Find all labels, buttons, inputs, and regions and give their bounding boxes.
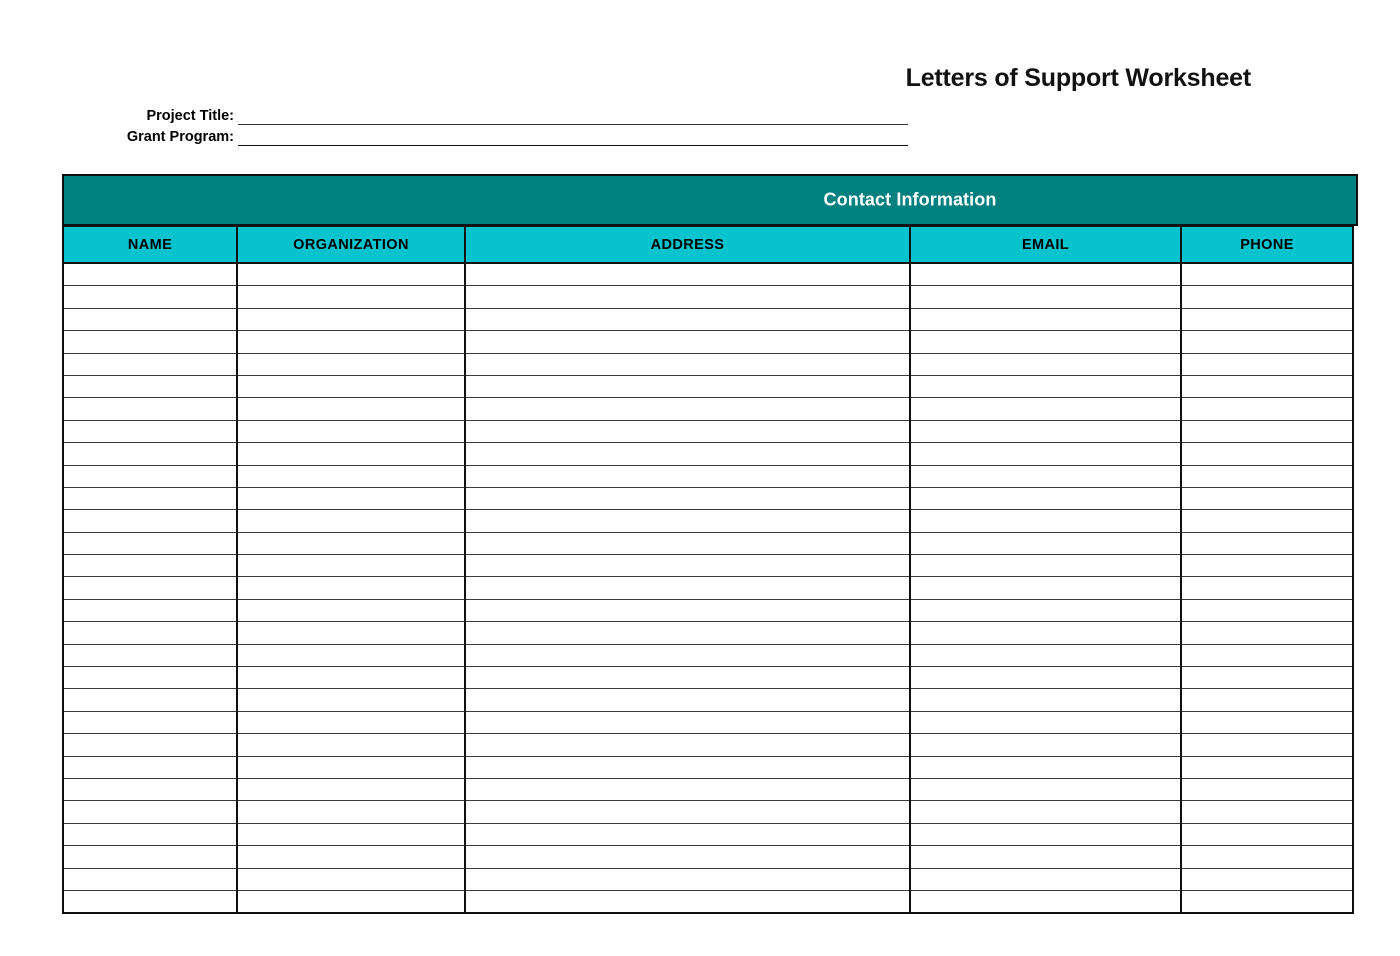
cell-email[interactable] bbox=[910, 868, 1181, 890]
cell-phone[interactable] bbox=[1181, 711, 1353, 733]
column-header-email[interactable]: EMAIL bbox=[910, 226, 1181, 263]
cell-phone[interactable] bbox=[1181, 644, 1353, 666]
cell-address[interactable] bbox=[465, 465, 910, 487]
cell-phone[interactable] bbox=[1181, 353, 1353, 375]
cell-organization[interactable] bbox=[237, 734, 465, 756]
cell-email[interactable] bbox=[910, 286, 1181, 308]
cell-email[interactable] bbox=[910, 398, 1181, 420]
cell-phone[interactable] bbox=[1181, 555, 1353, 577]
table-row bbox=[63, 263, 1353, 286]
cell-phone[interactable] bbox=[1181, 778, 1353, 800]
cell-email[interactable] bbox=[910, 510, 1181, 532]
cell-phone[interactable] bbox=[1181, 823, 1353, 845]
cell-name[interactable] bbox=[63, 353, 237, 375]
cell-email[interactable] bbox=[910, 756, 1181, 778]
table-row bbox=[63, 689, 1353, 711]
cell-address[interactable] bbox=[465, 778, 910, 800]
cell-phone[interactable] bbox=[1181, 510, 1353, 532]
cell-organization[interactable] bbox=[237, 577, 465, 599]
cell-email[interactable] bbox=[910, 846, 1181, 868]
cell-address[interactable] bbox=[465, 577, 910, 599]
cell-name[interactable] bbox=[63, 756, 237, 778]
cell-email[interactable] bbox=[910, 420, 1181, 442]
cell-phone[interactable] bbox=[1181, 868, 1353, 890]
cell-email[interactable] bbox=[910, 331, 1181, 353]
table-row bbox=[63, 846, 1353, 868]
cell-address[interactable] bbox=[465, 599, 910, 621]
cell-email[interactable] bbox=[910, 577, 1181, 599]
cell-name[interactable] bbox=[63, 689, 237, 711]
cell-phone[interactable] bbox=[1181, 667, 1353, 689]
cell-address[interactable] bbox=[465, 510, 910, 532]
cell-name[interactable] bbox=[63, 555, 237, 577]
worksheet-body bbox=[63, 263, 1353, 913]
cell-email[interactable] bbox=[910, 734, 1181, 756]
cell-address[interactable] bbox=[465, 375, 910, 397]
table-row bbox=[63, 711, 1353, 733]
table-band-title: Contact Information bbox=[823, 189, 997, 210]
cell-organization[interactable] bbox=[237, 622, 465, 644]
cell-organization[interactable] bbox=[237, 846, 465, 868]
table-row bbox=[63, 599, 1353, 621]
table-row bbox=[63, 778, 1353, 800]
cell-phone[interactable] bbox=[1181, 487, 1353, 509]
cell-phone[interactable] bbox=[1181, 599, 1353, 621]
cell-phone[interactable] bbox=[1181, 890, 1353, 913]
cell-email[interactable] bbox=[910, 778, 1181, 800]
cell-email[interactable] bbox=[910, 801, 1181, 823]
grant-program-label: Grant Program: bbox=[126, 129, 234, 145]
table-row bbox=[63, 353, 1353, 375]
cell-address[interactable] bbox=[465, 846, 910, 868]
cell-phone[interactable] bbox=[1181, 331, 1353, 353]
cell-address[interactable] bbox=[465, 532, 910, 554]
table-row bbox=[63, 443, 1353, 465]
column-header-name[interactable]: NAME bbox=[63, 226, 237, 263]
cell-email[interactable] bbox=[910, 532, 1181, 554]
cell-phone[interactable] bbox=[1181, 846, 1353, 868]
cell-address[interactable] bbox=[465, 622, 910, 644]
cell-organization[interactable] bbox=[237, 487, 465, 509]
cell-email[interactable] bbox=[910, 711, 1181, 733]
cell-address[interactable] bbox=[465, 890, 910, 913]
cell-organization[interactable] bbox=[237, 801, 465, 823]
cell-organization[interactable] bbox=[237, 398, 465, 420]
cell-phone[interactable] bbox=[1181, 443, 1353, 465]
cell-phone[interactable] bbox=[1181, 286, 1353, 308]
cell-address[interactable] bbox=[465, 734, 910, 756]
table-row bbox=[63, 420, 1353, 442]
cell-email[interactable] bbox=[910, 465, 1181, 487]
table-row bbox=[63, 756, 1353, 778]
cell-email[interactable] bbox=[910, 375, 1181, 397]
table-row bbox=[63, 331, 1353, 353]
cell-name[interactable] bbox=[63, 510, 237, 532]
cell-name[interactable] bbox=[63, 622, 237, 644]
cell-organization[interactable] bbox=[237, 599, 465, 621]
cell-phone[interactable] bbox=[1181, 622, 1353, 644]
cell-address[interactable] bbox=[465, 801, 910, 823]
cell-address[interactable] bbox=[465, 644, 910, 666]
table-row bbox=[63, 644, 1353, 666]
table-row bbox=[63, 667, 1353, 689]
table-row bbox=[63, 801, 1353, 823]
cell-email[interactable] bbox=[910, 667, 1181, 689]
cell-name[interactable] bbox=[63, 331, 237, 353]
cell-address[interactable] bbox=[465, 263, 910, 286]
cell-phone[interactable] bbox=[1181, 689, 1353, 711]
cell-address[interactable] bbox=[465, 823, 910, 845]
cell-name[interactable] bbox=[63, 420, 237, 442]
cell-name[interactable] bbox=[63, 465, 237, 487]
cell-phone[interactable] bbox=[1181, 308, 1353, 330]
project-title-label: Project Title: bbox=[146, 108, 234, 124]
cell-email[interactable] bbox=[910, 443, 1181, 465]
cell-name[interactable] bbox=[63, 375, 237, 397]
cell-phone[interactable] bbox=[1181, 577, 1353, 599]
cell-address[interactable] bbox=[465, 308, 910, 330]
cell-organization[interactable] bbox=[237, 308, 465, 330]
cell-name[interactable] bbox=[63, 263, 237, 286]
table-row bbox=[63, 510, 1353, 532]
cell-address[interactable] bbox=[465, 443, 910, 465]
cell-organization[interactable] bbox=[237, 263, 465, 286]
cell-organization[interactable] bbox=[237, 689, 465, 711]
cell-name[interactable] bbox=[63, 487, 237, 509]
cell-address[interactable] bbox=[465, 398, 910, 420]
column-header-phone[interactable]: PHONE bbox=[1181, 226, 1353, 263]
cell-phone[interactable] bbox=[1181, 756, 1353, 778]
cell-name[interactable] bbox=[63, 577, 237, 599]
cell-name[interactable] bbox=[63, 644, 237, 666]
cell-email[interactable] bbox=[910, 487, 1181, 509]
cell-organization[interactable] bbox=[237, 644, 465, 666]
cell-name[interactable] bbox=[63, 308, 237, 330]
cell-organization[interactable] bbox=[237, 510, 465, 532]
table-row bbox=[63, 734, 1353, 756]
cell-email[interactable] bbox=[910, 555, 1181, 577]
cell-name[interactable] bbox=[63, 890, 237, 913]
table-row bbox=[63, 890, 1353, 913]
cell-address[interactable] bbox=[465, 711, 910, 733]
cell-email[interactable] bbox=[910, 689, 1181, 711]
cell-name[interactable] bbox=[63, 532, 237, 554]
table-row bbox=[63, 868, 1353, 890]
cell-organization[interactable] bbox=[237, 286, 465, 308]
cell-address[interactable] bbox=[465, 689, 910, 711]
table-row bbox=[63, 308, 1353, 330]
table-band bbox=[62, 174, 1358, 226]
cell-name[interactable] bbox=[63, 778, 237, 800]
table-row bbox=[63, 622, 1353, 644]
table-row bbox=[63, 375, 1353, 397]
page-title: Letters of Support Worksheet bbox=[905, 64, 1251, 92]
cell-name[interactable] bbox=[63, 801, 237, 823]
cell-email[interactable] bbox=[910, 622, 1181, 644]
cell-address[interactable] bbox=[465, 756, 910, 778]
cell-email[interactable] bbox=[910, 263, 1181, 286]
cell-organization[interactable] bbox=[237, 890, 465, 913]
cell-name[interactable] bbox=[63, 286, 237, 308]
column-header-address[interactable]: ADDRESS bbox=[465, 226, 910, 263]
table-row bbox=[63, 465, 1353, 487]
worksheet-grid bbox=[62, 225, 1354, 914]
cell-email[interactable] bbox=[910, 823, 1181, 845]
cell-name[interactable] bbox=[63, 868, 237, 890]
cell-phone[interactable] bbox=[1181, 263, 1353, 286]
table-row bbox=[63, 577, 1353, 599]
project-title-row bbox=[62, 104, 908, 125]
cell-address[interactable] bbox=[465, 555, 910, 577]
cell-phone[interactable] bbox=[1181, 465, 1353, 487]
project-title-input[interactable] bbox=[238, 106, 908, 125]
table-row bbox=[63, 532, 1353, 554]
cell-name[interactable] bbox=[63, 667, 237, 689]
cell-address[interactable] bbox=[465, 331, 910, 353]
cell-organization[interactable] bbox=[237, 375, 465, 397]
cell-phone[interactable] bbox=[1181, 420, 1353, 442]
cell-email[interactable] bbox=[910, 353, 1181, 375]
column-header-organization[interactable]: ORGANIZATION bbox=[237, 226, 465, 263]
cell-organization[interactable] bbox=[237, 868, 465, 890]
cell-organization[interactable] bbox=[237, 555, 465, 577]
cell-organization[interactable] bbox=[237, 443, 465, 465]
cell-name[interactable] bbox=[63, 599, 237, 621]
cell-address[interactable] bbox=[465, 667, 910, 689]
cell-phone[interactable] bbox=[1181, 734, 1353, 756]
cell-organization[interactable] bbox=[237, 711, 465, 733]
contact-information-table bbox=[62, 174, 1358, 914]
grant-program-input[interactable] bbox=[238, 127, 908, 146]
cell-name[interactable] bbox=[63, 734, 237, 756]
cell-organization[interactable] bbox=[237, 667, 465, 689]
cell-address[interactable] bbox=[465, 286, 910, 308]
cell-organization[interactable] bbox=[237, 353, 465, 375]
cell-organization[interactable] bbox=[237, 532, 465, 554]
cell-address[interactable] bbox=[465, 487, 910, 509]
cell-name[interactable] bbox=[63, 398, 237, 420]
cell-organization[interactable] bbox=[237, 756, 465, 778]
cell-phone[interactable] bbox=[1181, 398, 1353, 420]
cell-organization[interactable] bbox=[237, 823, 465, 845]
cell-organization[interactable] bbox=[237, 331, 465, 353]
cell-phone[interactable] bbox=[1181, 375, 1353, 397]
cell-name[interactable] bbox=[63, 823, 237, 845]
cell-name[interactable] bbox=[63, 846, 237, 868]
cell-email[interactable] bbox=[910, 644, 1181, 666]
cell-email[interactable] bbox=[910, 308, 1181, 330]
cell-address[interactable] bbox=[465, 868, 910, 890]
field-block bbox=[62, 104, 908, 146]
cell-phone[interactable] bbox=[1181, 801, 1353, 823]
cell-name[interactable] bbox=[63, 711, 237, 733]
cell-organization[interactable] bbox=[237, 420, 465, 442]
cell-email[interactable] bbox=[910, 890, 1181, 913]
table-row bbox=[63, 555, 1353, 577]
cell-organization[interactable] bbox=[237, 778, 465, 800]
grant-program-row bbox=[62, 125, 908, 146]
table-row bbox=[63, 286, 1353, 308]
cell-organization[interactable] bbox=[237, 465, 465, 487]
cell-email[interactable] bbox=[910, 599, 1181, 621]
table-row bbox=[63, 398, 1353, 420]
table-header-row bbox=[63, 226, 1353, 263]
cell-address[interactable] bbox=[465, 353, 910, 375]
cell-address[interactable] bbox=[465, 420, 910, 442]
cell-phone[interactable] bbox=[1181, 532, 1353, 554]
table-row bbox=[63, 823, 1353, 845]
cell-name[interactable] bbox=[63, 443, 237, 465]
table-row bbox=[63, 487, 1353, 509]
